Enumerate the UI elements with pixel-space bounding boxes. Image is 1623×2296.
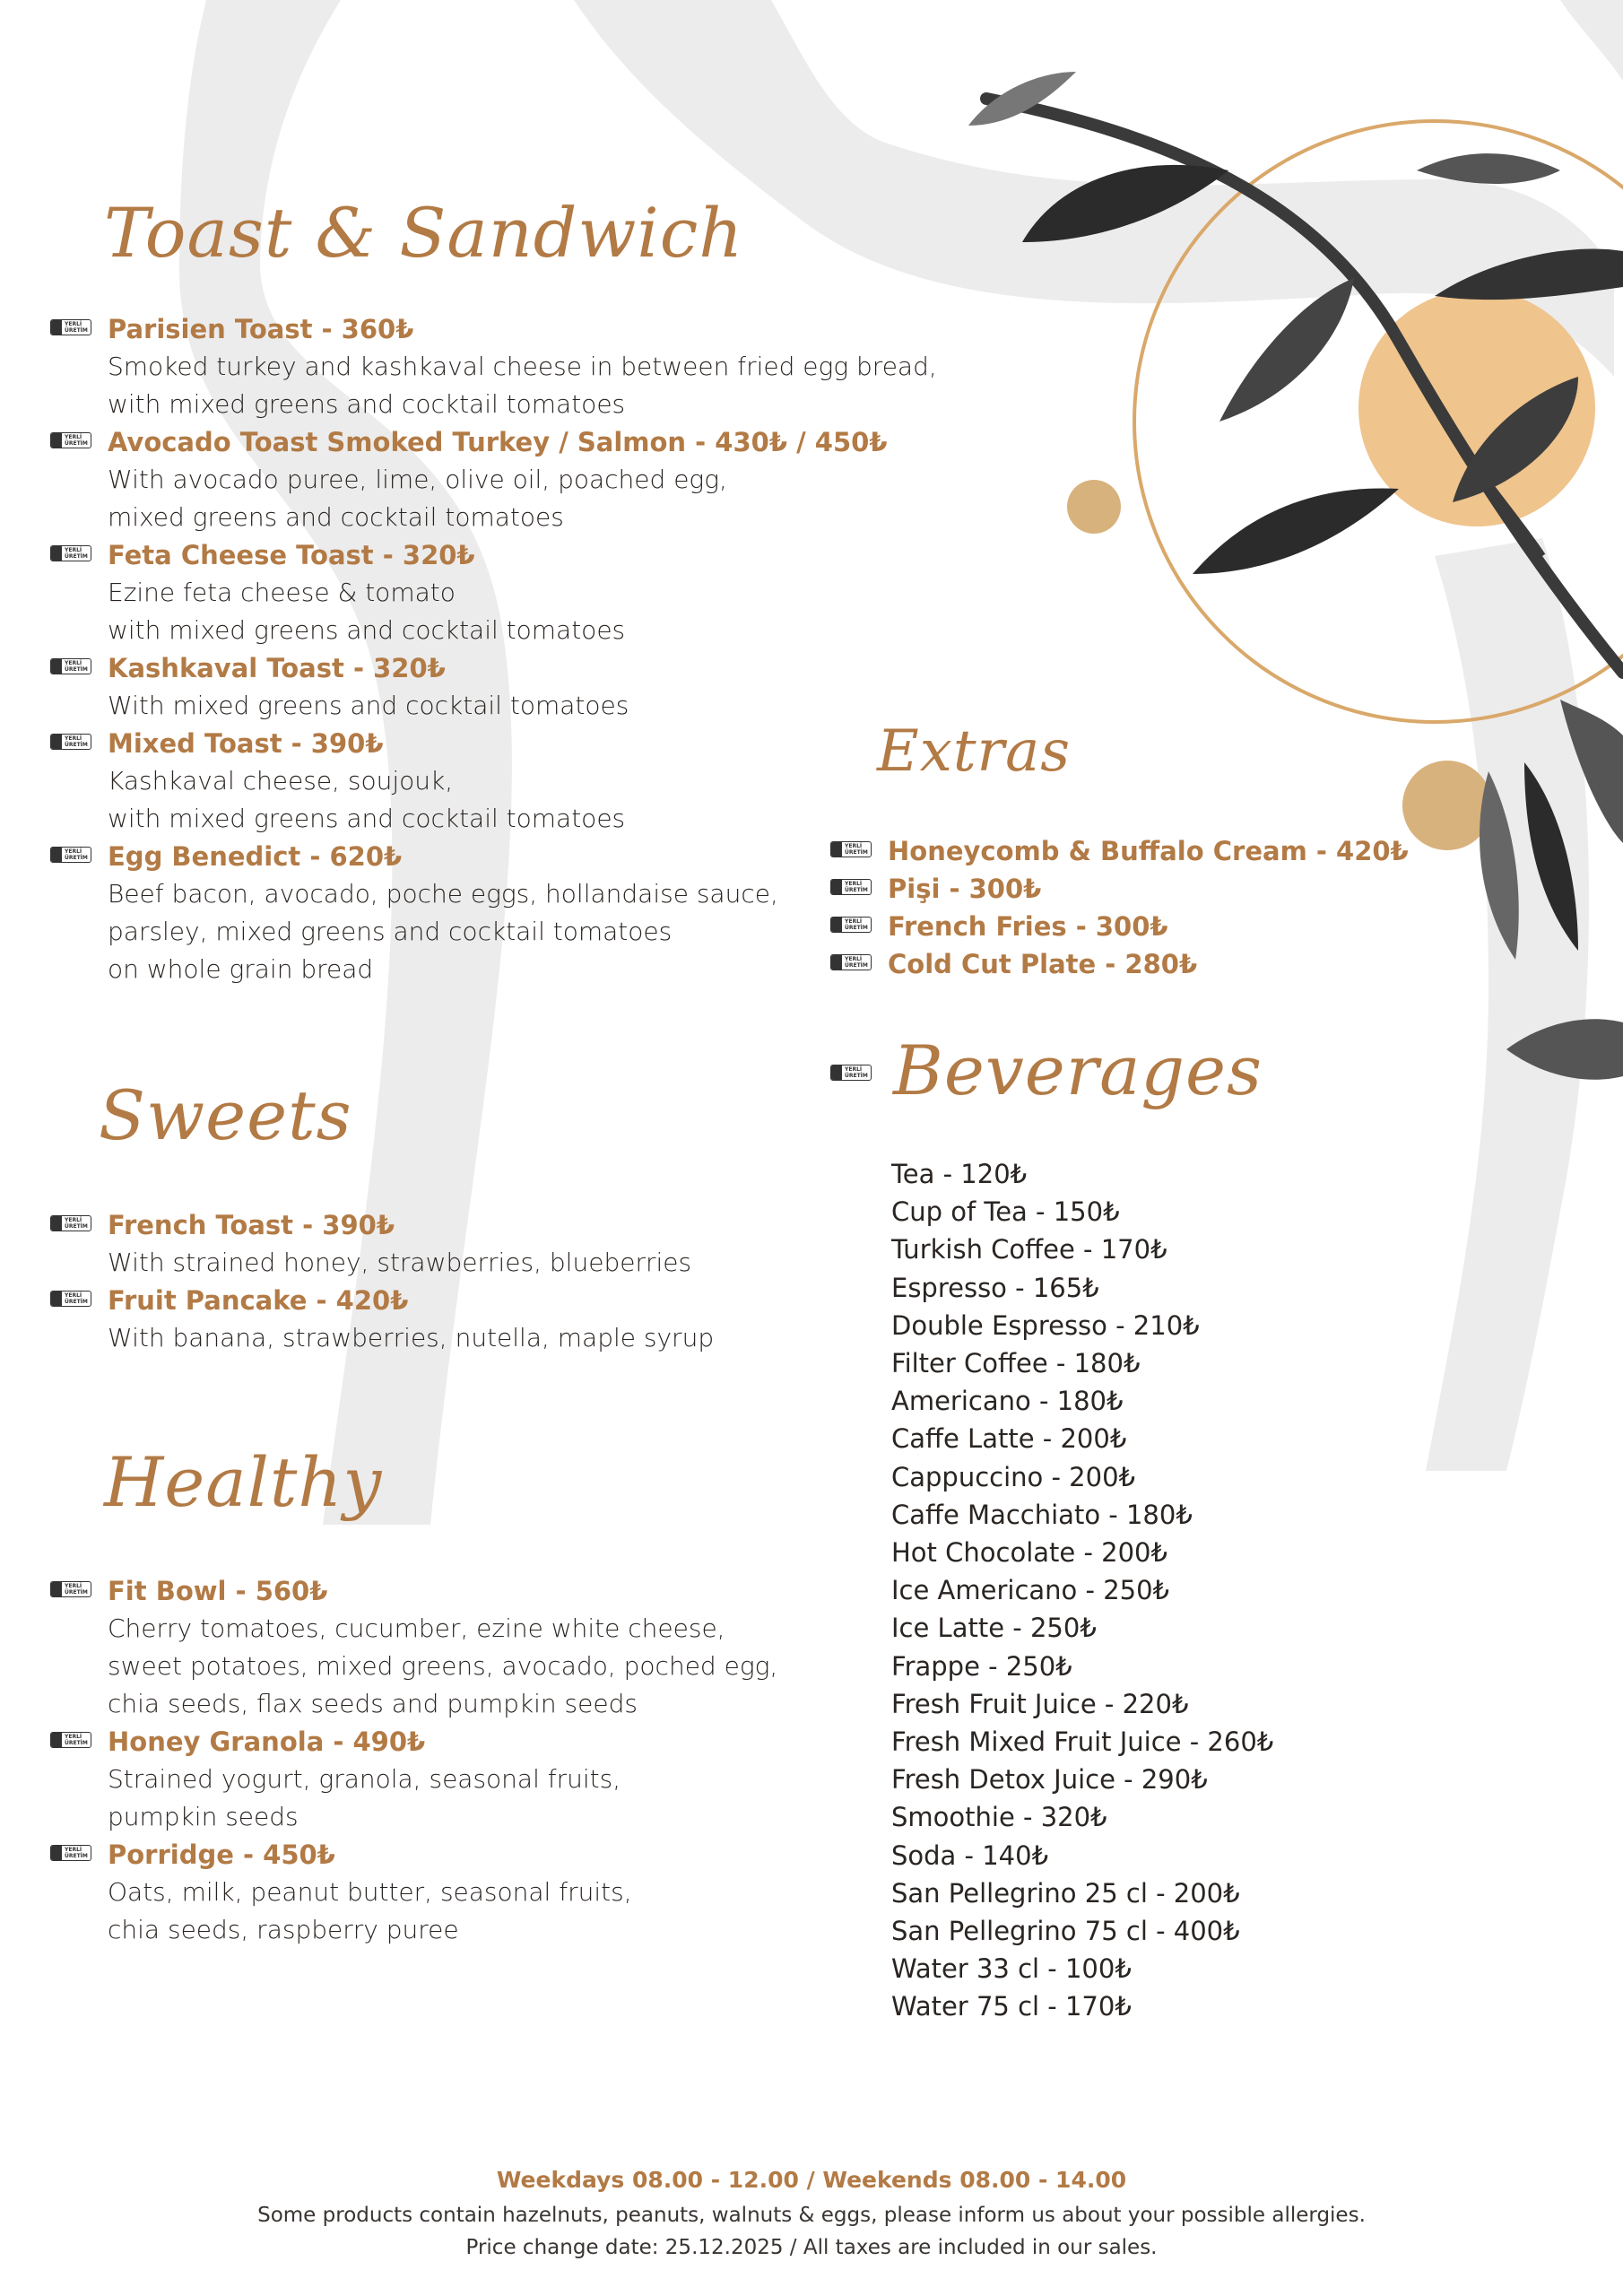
beverage-item: Tea - 120₺ xyxy=(891,1159,1028,1189)
item-description: With mixed greens and cocktail tomatoes xyxy=(108,691,629,720)
local-production-badge-icon: YERLİ ÜRETİM xyxy=(50,1732,91,1748)
item-name: Cold Cut Plate - 280₺ xyxy=(888,949,1198,979)
item-name: Mixed Toast - 390₺ xyxy=(108,728,384,759)
toast-sandwich-list xyxy=(50,310,937,988)
item-description: With strained honey, strawberries, blueberries xyxy=(108,1248,692,1277)
item-name: Honey Granola - 490₺ xyxy=(108,1726,426,1757)
menu-item xyxy=(50,536,937,649)
item-description: With banana, strawberries, nutella, maple syrup xyxy=(108,1323,715,1352)
item-name: Fruit Pancake - 420₺ xyxy=(108,1285,409,1316)
menu-item xyxy=(50,725,937,838)
item-description: sweet potatoes, mixed greens, avocado, poched egg, xyxy=(108,1651,778,1681)
item-description: Strained yogurt, granola, seasonal fruits, xyxy=(108,1764,621,1794)
beverage-item: San Pellegrino 25 cl - 200₺ xyxy=(891,1877,1240,1909)
menu-item xyxy=(830,908,1409,945)
beverages-local-production-badge-icon: YERLİ ÜRETİM xyxy=(830,1065,872,1081)
beverage-item: Fresh Mixed Fruit Juice - 260₺ xyxy=(891,1726,1274,1758)
item-name: Fit Bowl - 560₺ xyxy=(108,1576,328,1606)
beverages-list xyxy=(891,1155,1273,2026)
beverage-item: Espresso - 165₺ xyxy=(891,1272,1099,1303)
item-description: Beef bacon, avocado, poche eggs, hollandaise sauce, xyxy=(108,879,778,909)
item-description: parsley, mixed greens and cocktail tomatoes xyxy=(108,917,673,946)
item-description: chia seeds, raspberry puree xyxy=(108,1915,459,1944)
item-name: Feta Cheese Toast - 320₺ xyxy=(108,540,475,570)
menu-item xyxy=(50,1206,714,1282)
local-production-badge-icon: YERLİ ÜRETİM xyxy=(50,1215,91,1231)
item-name: French Fries - 300₺ xyxy=(888,911,1168,942)
local-production-badge-icon: YERLİ ÜRETİM xyxy=(50,1291,91,1307)
item-description: Kashkaval cheese, soujouk, xyxy=(108,766,454,796)
menu-item xyxy=(50,838,937,988)
menu-item xyxy=(830,870,1409,908)
menu-item xyxy=(50,1572,777,1723)
section-title-healthy: Healthy xyxy=(104,1442,383,1522)
beverage-item: Americano - 180₺ xyxy=(891,1386,1124,1417)
beverage-item: Smoothie - 320₺ xyxy=(891,1802,1107,1833)
beverage-item: Water 75 cl - 170₺ xyxy=(891,1991,1132,2022)
item-name: Pişi - 300₺ xyxy=(888,874,1042,904)
item-description: on whole grain bread xyxy=(108,954,374,984)
menu-item xyxy=(50,1836,777,1949)
menu-item xyxy=(50,310,937,423)
item-name: Parisien Toast - 360₺ xyxy=(108,314,414,344)
item-name: Egg Benedict - 620₺ xyxy=(108,841,403,872)
local-production-badge-icon: YERLİ ÜRETİM xyxy=(50,1581,91,1597)
menu-item xyxy=(830,945,1409,983)
item-description: Cherry tomatoes, cucumber, ezine white cheese, xyxy=(108,1613,725,1643)
beverage-item: Filter Coffee - 180₺ xyxy=(891,1348,1141,1379)
menu-item xyxy=(50,423,937,536)
item-description: Smoked turkey and kashkaval cheese in between fried egg bread, xyxy=(108,352,937,381)
menu-item xyxy=(50,1723,777,1836)
item-description: with mixed greens and cocktail tomatoes xyxy=(108,615,626,645)
beverage-item: Fresh Fruit Juice - 220₺ xyxy=(891,1688,1189,1719)
local-production-badge-icon: YERLİ ÜRETİM xyxy=(50,734,91,750)
beverage-item: San Pellegrino 75 cl - 400₺ xyxy=(891,1916,1240,1947)
item-description: mixed greens and cocktail tomatoes xyxy=(108,502,564,532)
local-production-badge-icon: YERLİ ÜRETİM xyxy=(50,847,91,863)
item-description: With avocado puree, lime, olive oil, poached egg, xyxy=(108,465,727,494)
beverage-item: Cappuccino - 200₺ xyxy=(891,1461,1135,1492)
opening-hours: Weekdays 08.00 - 12.00 / Weekends 08.00 - 14.00 xyxy=(496,2167,1127,2193)
local-production-badge-icon: YERLİ ÜRETİM xyxy=(830,879,872,895)
item-name: Honeycomb & Buffalo Cream - 420₺ xyxy=(888,836,1409,866)
healthy-list xyxy=(50,1572,777,1949)
item-name: French Toast - 390₺ xyxy=(108,1210,395,1240)
menu-item xyxy=(50,649,937,725)
local-production-badge-icon: YERLİ ÜRETİM xyxy=(50,319,91,335)
local-production-badge-icon: YERLİ ÜRETİM xyxy=(830,917,872,933)
item-description: Ezine feta cheese & tomato xyxy=(108,578,456,607)
beverage-item: Caffe Latte - 200₺ xyxy=(891,1423,1127,1455)
beverage-item: Caffe Macchiato - 180₺ xyxy=(891,1499,1193,1530)
local-production-badge-icon: YERLİ ÜRETİM xyxy=(50,432,91,448)
menu-item xyxy=(50,1282,714,1357)
beverage-item: Cup of Tea - 150₺ xyxy=(891,1196,1120,1228)
section-title-sweets: Sweets xyxy=(99,1075,352,1155)
local-production-badge-icon: YERLİ ÜRETİM xyxy=(830,841,872,857)
allergy-note: Some products contain hazelnuts, peanuts, walnuts & eggs, please inform us about your possible allergies. xyxy=(257,2204,1366,2227)
beverage-item: Frappe - 250₺ xyxy=(891,1650,1072,1682)
beverage-item: Fresh Detox Juice - 290₺ xyxy=(891,1764,1208,1796)
item-description: pumpkin seeds xyxy=(108,1802,299,1831)
extras-list xyxy=(830,832,1409,983)
beverage-item: Soda - 140₺ xyxy=(891,1839,1049,1871)
beverage-item: Water 33 cl - 100₺ xyxy=(891,1953,1132,1985)
beverage-item: Double Espresso - 210₺ xyxy=(891,1309,1200,1341)
local-production-badge-icon: YERLİ ÜRETİM xyxy=(830,954,872,970)
sweets-list xyxy=(50,1206,714,1357)
item-description: chia seeds, flax seeds and pumpkin seeds xyxy=(108,1689,638,1718)
local-production-badge-icon: YERLİ ÜRETİM xyxy=(50,545,91,561)
local-production-badge-icon: YERLİ ÜRETİM xyxy=(50,1845,91,1861)
item-name: Kashkaval Toast - 320₺ xyxy=(108,653,446,683)
menu-item xyxy=(830,832,1409,870)
item-name: Porridge - 450₺ xyxy=(108,1839,335,1870)
beverage-item: Ice Americano - 250₺ xyxy=(891,1575,1170,1606)
local-production-badge-icon: YERLİ ÜRETİM xyxy=(50,658,91,674)
section-title-beverages: Beverages xyxy=(893,1031,1263,1110)
item-description: with mixed greens and cocktail tomatoes xyxy=(108,804,626,833)
price-change-note: Price change date: 25.12.2025 / All taxes are included in our sales. xyxy=(465,2236,1158,2259)
beverage-item: Ice Latte - 250₺ xyxy=(891,1613,1097,1644)
item-description: Oats, milk, peanut butter, seasonal fruits, xyxy=(108,1877,632,1907)
beverage-item: Hot Chocolate - 200₺ xyxy=(891,1537,1167,1569)
section-title-toast-sandwich: Toast & Sandwich xyxy=(104,193,744,273)
section-title-extras: Extras xyxy=(877,718,1072,785)
beverage-item: Turkish Coffee - 170₺ xyxy=(891,1234,1167,1265)
item-name: Avocado Toast Smoked Turkey / Salmon - 430₺ / 450₺ xyxy=(108,427,888,457)
item-description: with mixed greens and cocktail tomatoes xyxy=(108,389,626,419)
